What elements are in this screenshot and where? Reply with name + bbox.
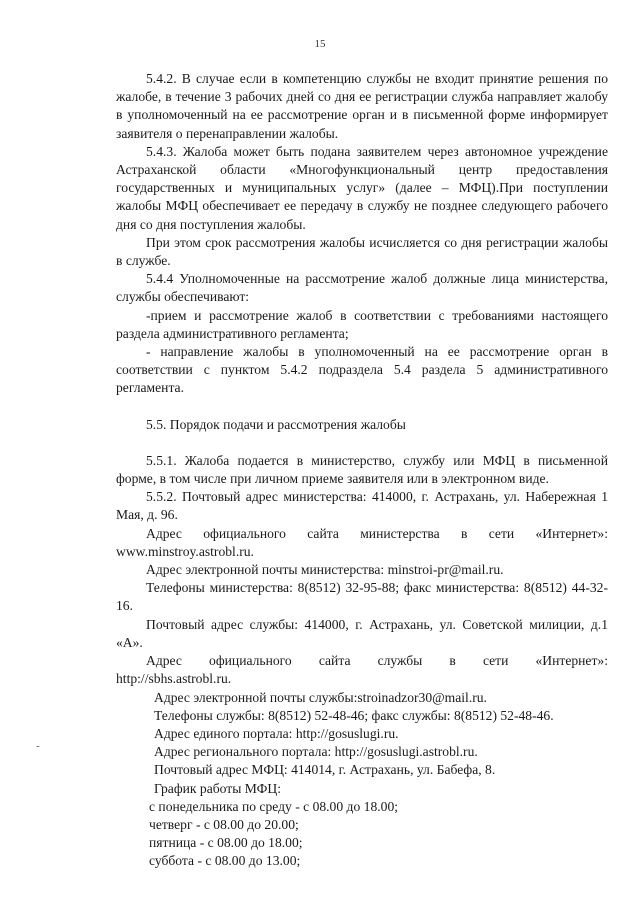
- mfc-schedule-list: [116, 798, 608, 870]
- ministry-site-word: в: [461, 525, 468, 541]
- ministry-site-word: «Интернет»:: [535, 525, 608, 541]
- service-site-word: Адрес: [146, 653, 182, 669]
- paragraph-5-4-3: 5.4.3. Жалоба может быть подана заявителем через автономное учреждение Астраханской области «Многофункциональный центр предоставления государственных и муниципальных услуг» (далее – МФЦ).При поступлении жалобы МФЦ обеспечивает ее передачу в службу не позднее следующего рабочего дня со дня поступления жалобы.: [116, 143, 608, 232]
- service-site-url: http://sbhs.astrobl.ru.: [116, 671, 232, 687]
- service-site-word: «Интернет»:: [535, 653, 608, 669]
- ministry-site-word: Адрес: [146, 525, 182, 541]
- paragraph-5-5-1: 5.5.1. Жалоба подается в министерство, службу или МФЦ в письменной форме, в том числе при личном приеме заявителя или в электронном виде.: [116, 452, 608, 487]
- ministry-site-line: [116, 525, 608, 543]
- section-heading-5-5: 5.5. Порядок подачи и рассмотрения жалобы: [146, 416, 406, 432]
- schedule-item: пятница - с 08.00 до 18.00;: [149, 834, 303, 850]
- service-site-word: в: [449, 653, 456, 669]
- mfc-address: Почтовый адрес МФЦ: 414014, г. Астрахань, ул. Бабефа, 8.: [154, 762, 496, 778]
- paragraph-5-4-4-item-a: -прием и рассмотрение жалоб в соответствии с требованиями настоящего раздела административного регламента;: [116, 307, 608, 341]
- margin-mark: -: [36, 740, 40, 752]
- paragraph-5-5-2: 5.5.2. Почтовый адрес министерства: 414000, г. Астрахань, ул. Набережная 1 Мая, д. 96.: [116, 489, 608, 523]
- service-phones: Телефоны службы: 8(8512) 52-48-46; факс службы: 8(8512) 52-48-46.: [154, 707, 554, 723]
- regional-portal: Адрес регионального портала: http://gosuslugi.astrobl.ru.: [154, 744, 478, 760]
- ministry-site-word: министерства: [360, 525, 440, 541]
- service-site-line: [116, 652, 608, 670]
- single-portal: Адрес единого портала: http://gosuslugi.ru.: [154, 725, 399, 741]
- ministry-site-word: сайта: [307, 525, 339, 541]
- service-site-word: сети: [482, 653, 509, 669]
- service-site-word: сайта: [318, 653, 351, 669]
- ministry-site-url: www.minstroy.astrobl.ru.: [116, 543, 254, 559]
- service-site-word: официального: [209, 653, 292, 669]
- ministry-site-word: сети: [488, 525, 515, 541]
- ministry-phones: Телефоны министерства: 8(8512) 32-95-88; факс министерства: 8(8512) 44-32-16.: [116, 580, 608, 614]
- service-address: Почтовый адрес службы: 414000, г. Астрахань, ул. Советской милиции, д.1 «А».: [116, 616, 608, 650]
- page-number: 15: [314, 38, 326, 50]
- document-body: [116, 70, 608, 870]
- ministry-email: Адрес электронной почты министерства: minstroi-pr@mail.ru.: [146, 562, 504, 578]
- service-site-word: службы: [377, 653, 423, 669]
- schedule-item: суббота - с 08.00 до 13.00;: [149, 852, 301, 868]
- ministry-site-word: официального: [203, 525, 286, 541]
- schedule-item: четверг - с 08.00 до 20.00;: [149, 816, 299, 832]
- paragraph-5-4-4: 5.4.4 Уполномоченные на рассмотрение жалоб должные лица министерства, службы обеспечивают:: [116, 271, 608, 305]
- schedule-item: с понедельника по среду - с 08.00 до 18.00;: [149, 798, 399, 814]
- mfc-schedule-title: График работы МФЦ:: [154, 780, 281, 796]
- paragraph-5-4-2: 5.4.2. В случае если в компетенцию службы не входит принятие решения по жалобе, в течение 3 рабочих дней со дня ее регистрации служба направляет жалобу в уполномоченный на ее рассмотрение орган и в письменной форме информирует заявителя о перенаправлении жалобы.: [116, 71, 608, 141]
- paragraph-5-4-4-item-b: - направление жалобы в уполномоченный на ее рассмотрение орган в соответствии с пунктом 5.4.2 подраздела 5.4 раздела 5 административного регламента.: [116, 344, 608, 396]
- paragraph-term: При этом срок рассмотрения жалобы исчисляется со дня регистрации жалобы в службе.: [116, 234, 608, 269]
- service-email: Адрес электронной почты службы:stroinadzor30@mail.ru.: [154, 689, 487, 705]
